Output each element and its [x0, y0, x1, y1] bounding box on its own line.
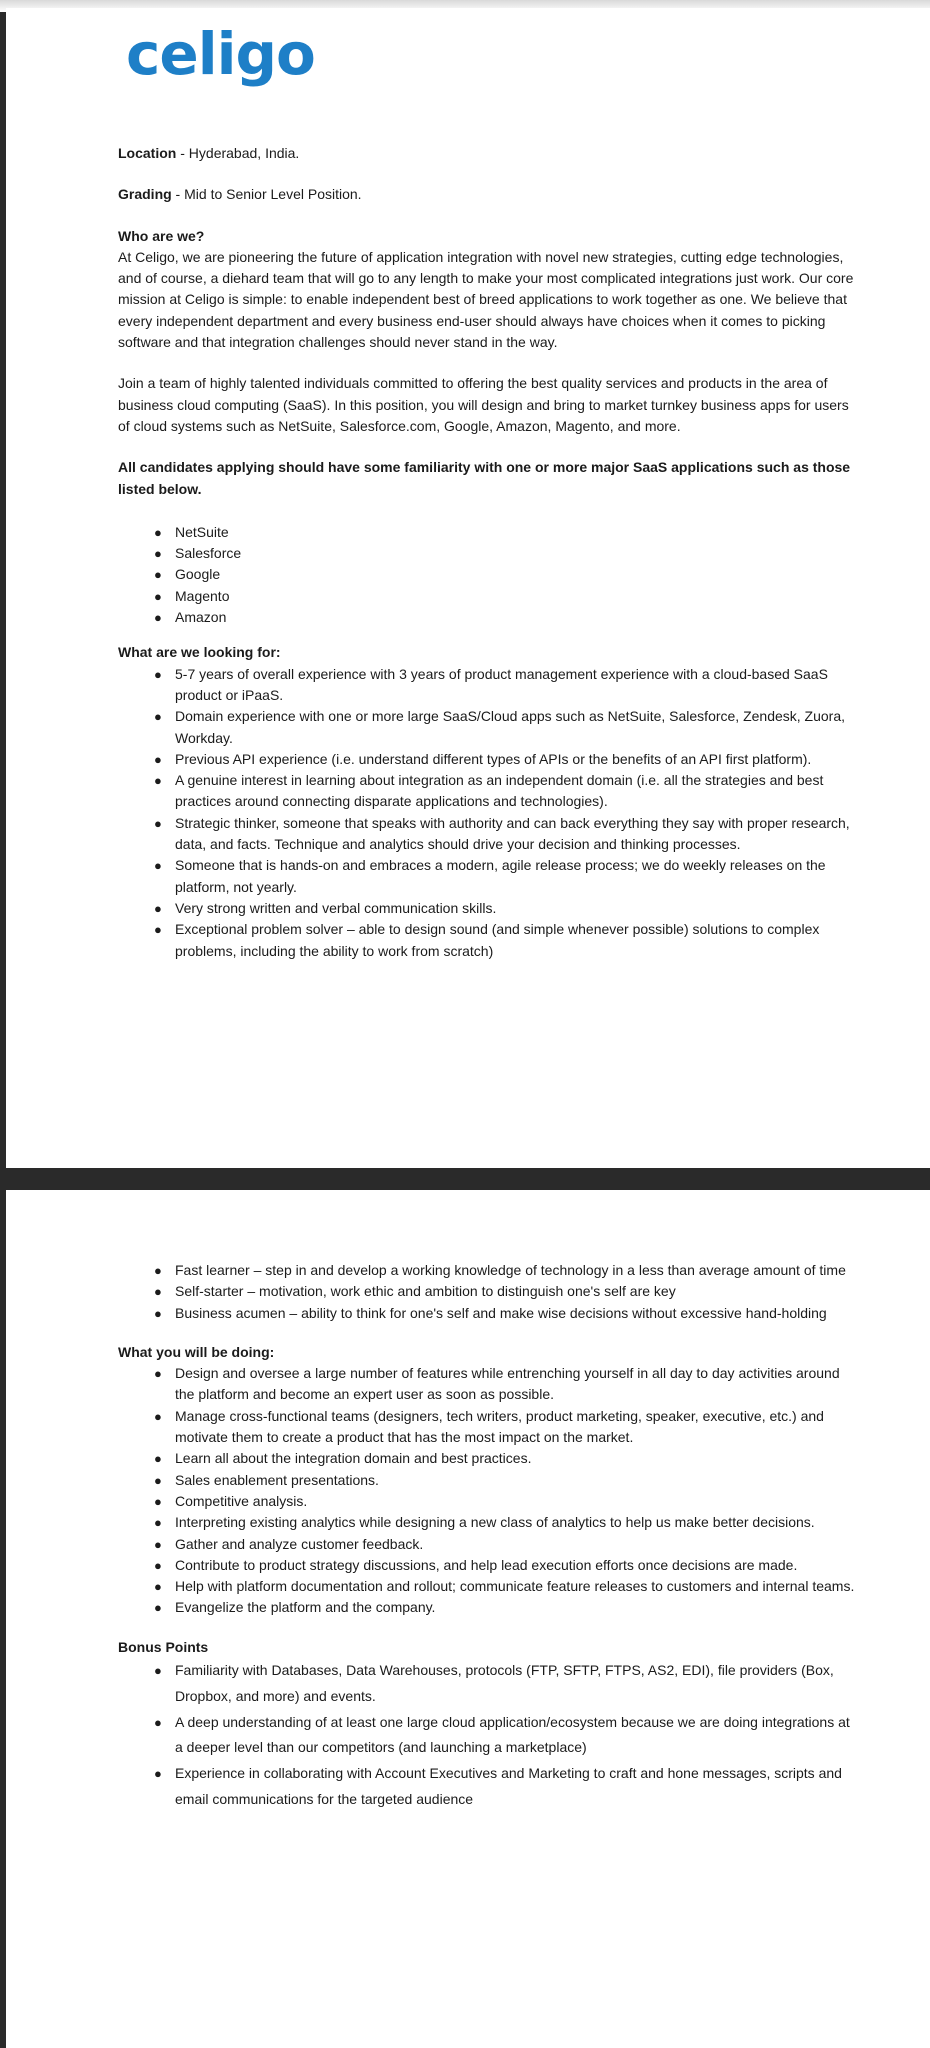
bullet-icon: ●: [154, 1663, 162, 1679]
list-item: ● Sales enablement presentations.: [118, 1470, 858, 1491]
bullet-icon: ●: [154, 1600, 162, 1616]
list-item: ● Domain experience with one or more large SaaS/Cloud apps such as NetSuite, Salesforce, Zendesk, Zuora, Workday.: [154, 708, 846, 746]
bullet-icon: ●: [154, 751, 162, 767]
bonus-list: [118, 1658, 858, 1813]
location-label: Location: [118, 145, 177, 161]
bullet-icon: ●: [154, 610, 162, 626]
bullet-icon: ●: [154, 1284, 162, 1300]
grading-value: Mid to Senior Level Position.: [184, 186, 362, 203]
doing-list: [118, 1363, 858, 1619]
bullet-icon: ●: [154, 1408, 162, 1424]
list-item: ● Design and oversee a large number of features while entrenching yourself in all day to day activities around the platform and become an expert user as soon as possible.: [154, 1365, 840, 1403]
bullet-icon: ●: [154, 567, 162, 583]
candidates-statement: All candidates applying should have some familiarity with one or more major SaaS applications such as those listed below.: [118, 459, 851, 497]
looking-for-list: [118, 664, 858, 962]
bullet-icon: ●: [154, 1472, 162, 1488]
bullet-icon: ●: [154, 773, 162, 789]
bullet-icon: ●: [154, 1766, 162, 1782]
list-item: ● Competitive analysis.: [118, 1491, 858, 1512]
bullet-icon: ●: [154, 858, 162, 874]
list-item: ● Business acumen – ability to think for one's self and make wise decisions without excessive hand-holding: [118, 1303, 858, 1324]
grading-label: Grading: [118, 186, 172, 203]
bullet-icon: ●: [154, 1263, 162, 1278]
doing-heading: What you will be doing:: [118, 1343, 275, 1360]
list-item: ● Experience in collaborating with Account Executives and Marketing to craft and hone messages, scripts and email communications for the targeted audience: [118, 1761, 858, 1813]
list-item: ● Magento: [118, 586, 858, 607]
list-item: ● NetSuite: [118, 522, 858, 543]
list-item: ● 5-7 years of overall experience with 3 years of product management experience with a cloud-based SaaS product or iPaaS.: [154, 665, 828, 703]
list-item: ● A genuine interest in learning about integration as an independent domain (i.e. all the strategies and best practices around connecting disparate applications and technologies).: [154, 772, 824, 810]
page-2-content: [118, 1260, 858, 1813]
bullet-icon: ●: [154, 1714, 162, 1730]
list-item: ● A deep understanding of at least one large cloud application/ecosystem because we are doing integrations at a deeper level than our competitors (and launching a marketplace): [118, 1710, 858, 1762]
list-item: ● Learn all about the integration domain and best practices.: [118, 1448, 858, 1469]
bullet-icon: ●: [154, 1451, 162, 1467]
list-item: ● Gather and analyze customer feedback.: [118, 1534, 858, 1555]
who-paragraph-1: At Celigo, we are pioneering the future of application integration with novel new strategies, cutting edge technologies, and of course, a diehard team that will go to any length to make your most complicated integrations just work. Our core mission at Celigo is simple: to enable independent best of breed applications to work together as one. We believe that every independent department and every business end-user should always have choices when it comes to picking software and that integration challenges should never stand in the way.: [118, 248, 854, 351]
who-heading: Who are we?: [118, 227, 205, 244]
bullet-icon: ●: [154, 1515, 162, 1531]
bullet-icon: ●: [154, 900, 162, 916]
bonus-heading: Bonus Points: [118, 1638, 209, 1655]
list-item: ● Very strong written and verbal communication skills.: [118, 898, 858, 919]
bullet-icon: ●: [154, 524, 162, 540]
list-item: ● Manage cross-functional teams (designers, tech writers, product marketing, speaker, executive, etc.) and motivate them to create a product that has the most impact on the market.: [154, 1407, 824, 1446]
who-paragraph-2: Join a team of highly talented individuals committed to offering the best quality services and products in the area of business cloud computing (SaaS). In this position, you will design and bring to market turnkey business apps for users of cloud systems such as NetSuite, Salesforce.com, Google, Amazon, Magento, and more.: [118, 375, 849, 434]
celigo-logo: [126, 18, 858, 93]
document-page-1: [6, 8, 930, 1168]
grading-line: Grading - Mid to Senior Level Position.: [118, 186, 362, 203]
bullet-icon: ●: [154, 546, 162, 562]
looking-for-heading: What are we looking for:: [118, 644, 281, 661]
list-item: ● Exceptional problem solver – able to design sound (and simple whenever possible) solutions to complex problems, including the ability to work from scratch): [154, 921, 820, 959]
bullet-icon: ●: [154, 1493, 162, 1509]
bullet-icon: ●: [154, 666, 162, 682]
looking-for-list-continued: [118, 1260, 858, 1324]
list-item: ● Evangelize the platform and the company.: [118, 1597, 858, 1618]
bullet-icon: ●: [154, 1366, 162, 1382]
bullet-icon: ●: [154, 709, 162, 725]
celigo-logo-mark: [126, 18, 326, 93]
document-page-2: [6, 1190, 930, 2048]
list-item: ● Salesforce: [118, 543, 858, 564]
bullet-icon: ●: [154, 588, 162, 604]
list-item: ● Someone that is hands-on and embraces a modern, agile release process; we do weekly releases on the platform, not yearly.: [154, 857, 826, 895]
list-item: ● Strategic thinker, someone that speaks with authority and can back everything they say with proper research, data, and facts. Technique and analytics should drive your decision and thinking processes.: [154, 814, 850, 853]
list-item: ● Previous API experience (i.e. understand different types of APIs or the benefits of an API first platform).: [118, 749, 858, 770]
list-item: ● Contribute to product strategy discussions, and help lead execution efforts once decisions are made.: [118, 1555, 858, 1576]
bullet-icon: ●: [154, 1536, 162, 1552]
list-item: ● Self-starter – motivation, work ethic and ambition to distinguish one's self are key: [118, 1281, 858, 1302]
location-value: Hyderabad, India.: [188, 145, 300, 161]
saas-app-list: [118, 522, 858, 628]
svg-text:celigo: celigo: [126, 20, 315, 88]
bullet-icon: ●: [154, 922, 162, 938]
bullet-icon: ●: [154, 1579, 162, 1595]
list-item: ● Google: [118, 564, 858, 585]
page-1-content: [118, 18, 858, 962]
location-line: Location - Hyderabad, India.: [118, 145, 300, 161]
bullet-icon: ●: [154, 1557, 162, 1573]
bullet-icon: ●: [154, 815, 162, 831]
list-item: ● Familiarity with Databases, Data Warehouses, protocols (FTP, SFTP, FTPS, AS2, EDI), file providers (Box, Dropbox, and more) and events.: [118, 1658, 858, 1710]
list-item: ● Help with platform documentation and rollout; communicate feature releases to customers and internal teams.: [118, 1576, 858, 1597]
bullet-icon: ●: [154, 1305, 162, 1321]
list-item: ● Interpreting existing analytics while designing a new class of analytics to help us make better decisions.: [118, 1512, 858, 1533]
list-item: ● Amazon: [118, 607, 858, 628]
list-item: ● Fast learner – step in and develop a working knowledge of technology in a less than average amount of time: [118, 1260, 858, 1281]
